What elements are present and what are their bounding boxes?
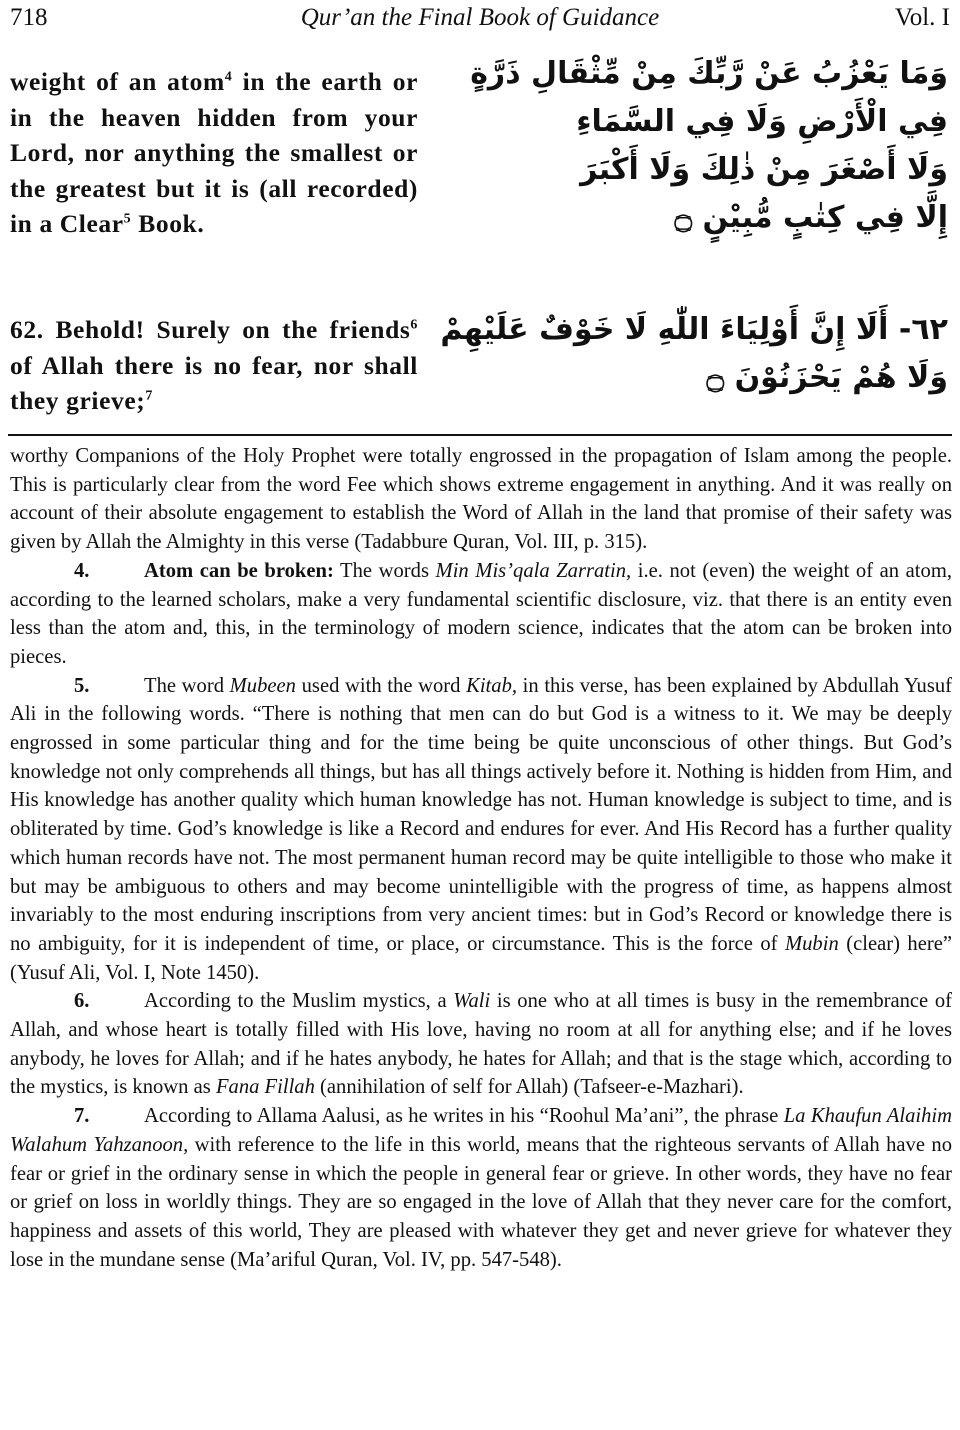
arabic-line: ٦٢- أَلَا إِنَّ أَوْلِيَاءَ اللّٰهِ لَا خَوْفٌ عَلَيْهِمْ <box>440 312 948 347</box>
footnote-ref-4: 4 <box>224 69 233 85</box>
note-number: 4. <box>74 559 90 582</box>
verse-61-arabic <box>470 50 948 242</box>
volume-label: Vol. I <box>894 4 950 31</box>
verse-text: weight of an atom <box>10 67 225 96</box>
note-italic: Fana Fillah <box>215 1076 315 1099</box>
note-text: in this verse, has been explained by Abdullah Yusuf Ali in the following words. “There is nothing that men can do but God is a witness to it. We may be deeply engrossed in some particular thing and for the time being be quite unconscious of other things. But God’s knowledge not only comprehends all things, but has all things actively before it. Nothing is hidden from Him, and His knowledge has another quality which human knowledge has not. Human knowledge is subject to time, and is obliterated by time. God’s knowledge is like a Record and endures for ever. And His Record has a further quality which human records have not. The most permanent human record may be quite intelligible to those who make it but may be ambiguous to others and may become unintelligible with the progress of time, as happens almost invariably to the most enduring inscriptions from very ancient times: but in God’s Record or knowledge there is no ambiguity, for it is independent of time, or place, or circumstance. This is the force of <box>10 674 953 955</box>
verse-62-arabic <box>440 306 948 402</box>
arabic-line: إِلَّا فِي كِتٰبٍ مُّبِيْنٍ ۝ <box>674 200 948 235</box>
verse-text: in the earth or in the heaven hidden from your Lord, nor anything the smallest or the greatest but it is (all recorded) in a Clear <box>10 67 418 238</box>
arabic-line: وَمَا يَعْزُبُ عَنْ رَّبِّكَ مِنْ مِّثْقَالِ ذَرَّةٍ <box>470 56 948 91</box>
note-text: The word <box>144 674 230 697</box>
note-text: According to the Muslim mystics, a <box>144 990 454 1013</box>
book-title: Qur’an the Final Book of Guidance <box>300 4 660 31</box>
note-number: 7. <box>74 1105 90 1128</box>
note-text: The words <box>333 559 436 582</box>
note-text: According to Allama Aalusi, as he writes in his “Roohul Ma’ani”, the phrase <box>144 1105 784 1128</box>
verse-text: of Allah there is no fear, nor shall they grieve; <box>10 350 418 415</box>
note-text: with reference to the life in this world, means that the righteous servants of Allah have no fear or grief in the ordinary sense in which the people in general fear or grieve. In other words, they have no fear or grief on loss in worldly things. They are so engaged in the love of Allah that they never care for the comfort, happiness and assets of this world, They are pleased with whatever they get and never grieve for whatever they lose in the mundane sense (Ma’ariful Quran, Vol. IV, pp. 547-548). <box>10 1133 953 1271</box>
note-text: i.e. not (even) the weight of an atom, according to the learned scholars, make a very fundamental scientific disclosure, viz. that there is an entity even less than the atom and, this, in the terminology of modern science, indicates that the atom can be broken into pieces. <box>10 559 952 668</box>
note-italic: Wali <box>453 990 491 1013</box>
note-4 <box>10 557 952 672</box>
note-italic: Mubeen <box>229 674 296 697</box>
note-italic: Kitab, <box>466 674 518 697</box>
note-text: (annihilation of self for Allah) (Tafseer-e-Mazhari). <box>314 1076 744 1099</box>
note-5 <box>10 672 952 988</box>
note-italic: Mubin <box>784 932 839 955</box>
arabic-line: فِي الْأَرْضِ وَلَا فِي السَّمَاءِ <box>576 104 948 139</box>
note-continuation: worthy Companions of the Holy Prophet were totally engrossed in the propagation of Islam among the people. This is particularly clear from the word Fee which shows extreme engagement in anything. And it was really on account of their absolute engagement to establish the Word of Allah in the land that promise of their safety was given by Allah the Almighty in this verse (Tadabbure Quran, Vol. III, p. 315). <box>10 445 952 554</box>
footnotes <box>10 442 952 1274</box>
note-text: (clear) here” (Yusuf Ali, Vol. I, Note 1450). <box>10 932 952 984</box>
footnote-ref-7: 7 <box>145 388 153 404</box>
verse-text: 62. Behold! Surely on the friends <box>10 315 411 344</box>
note-number: 5. <box>74 674 90 697</box>
footnote-ref-6: 6 <box>410 317 418 333</box>
note-text: is one who at all times is busy in the remembrance of Allah, and whose heart is totally filled with His love, having no room at all for anything else; and if he loves anybody, he loves for Allah; and if he hates anybody, he hates for Allah; and that is the stage which, according to the mystics, is known as <box>10 990 952 1099</box>
page-number: 718 <box>10 4 48 31</box>
arabic-line: وَلَا هُمْ يَحْزَنُوْنَ ۝ <box>706 360 948 395</box>
verse-61-translation <box>10 64 418 242</box>
note-number: 6. <box>74 990 90 1013</box>
note-italic: La Khaufun Alaihim Walahum Yahzanoon, <box>10 1105 952 1156</box>
note-6 <box>10 987 952 1102</box>
section-divider <box>8 434 952 436</box>
note-7 <box>10 1102 952 1274</box>
arabic-line: وَلَا أَصْغَرَ مِنْ ذٰلِكَ وَلَا أَكْبَرَ <box>580 152 948 187</box>
verse-text: Book. <box>131 209 205 238</box>
note-heading: Atom can be broken: <box>144 559 334 582</box>
footnote-ref-5: 5 <box>123 211 132 227</box>
verse-62-translation <box>10 312 418 419</box>
note-text: used with the word <box>295 674 467 697</box>
page-header <box>10 0 950 40</box>
note-italic: Min Mis’qala Zarratin, <box>435 559 632 582</box>
